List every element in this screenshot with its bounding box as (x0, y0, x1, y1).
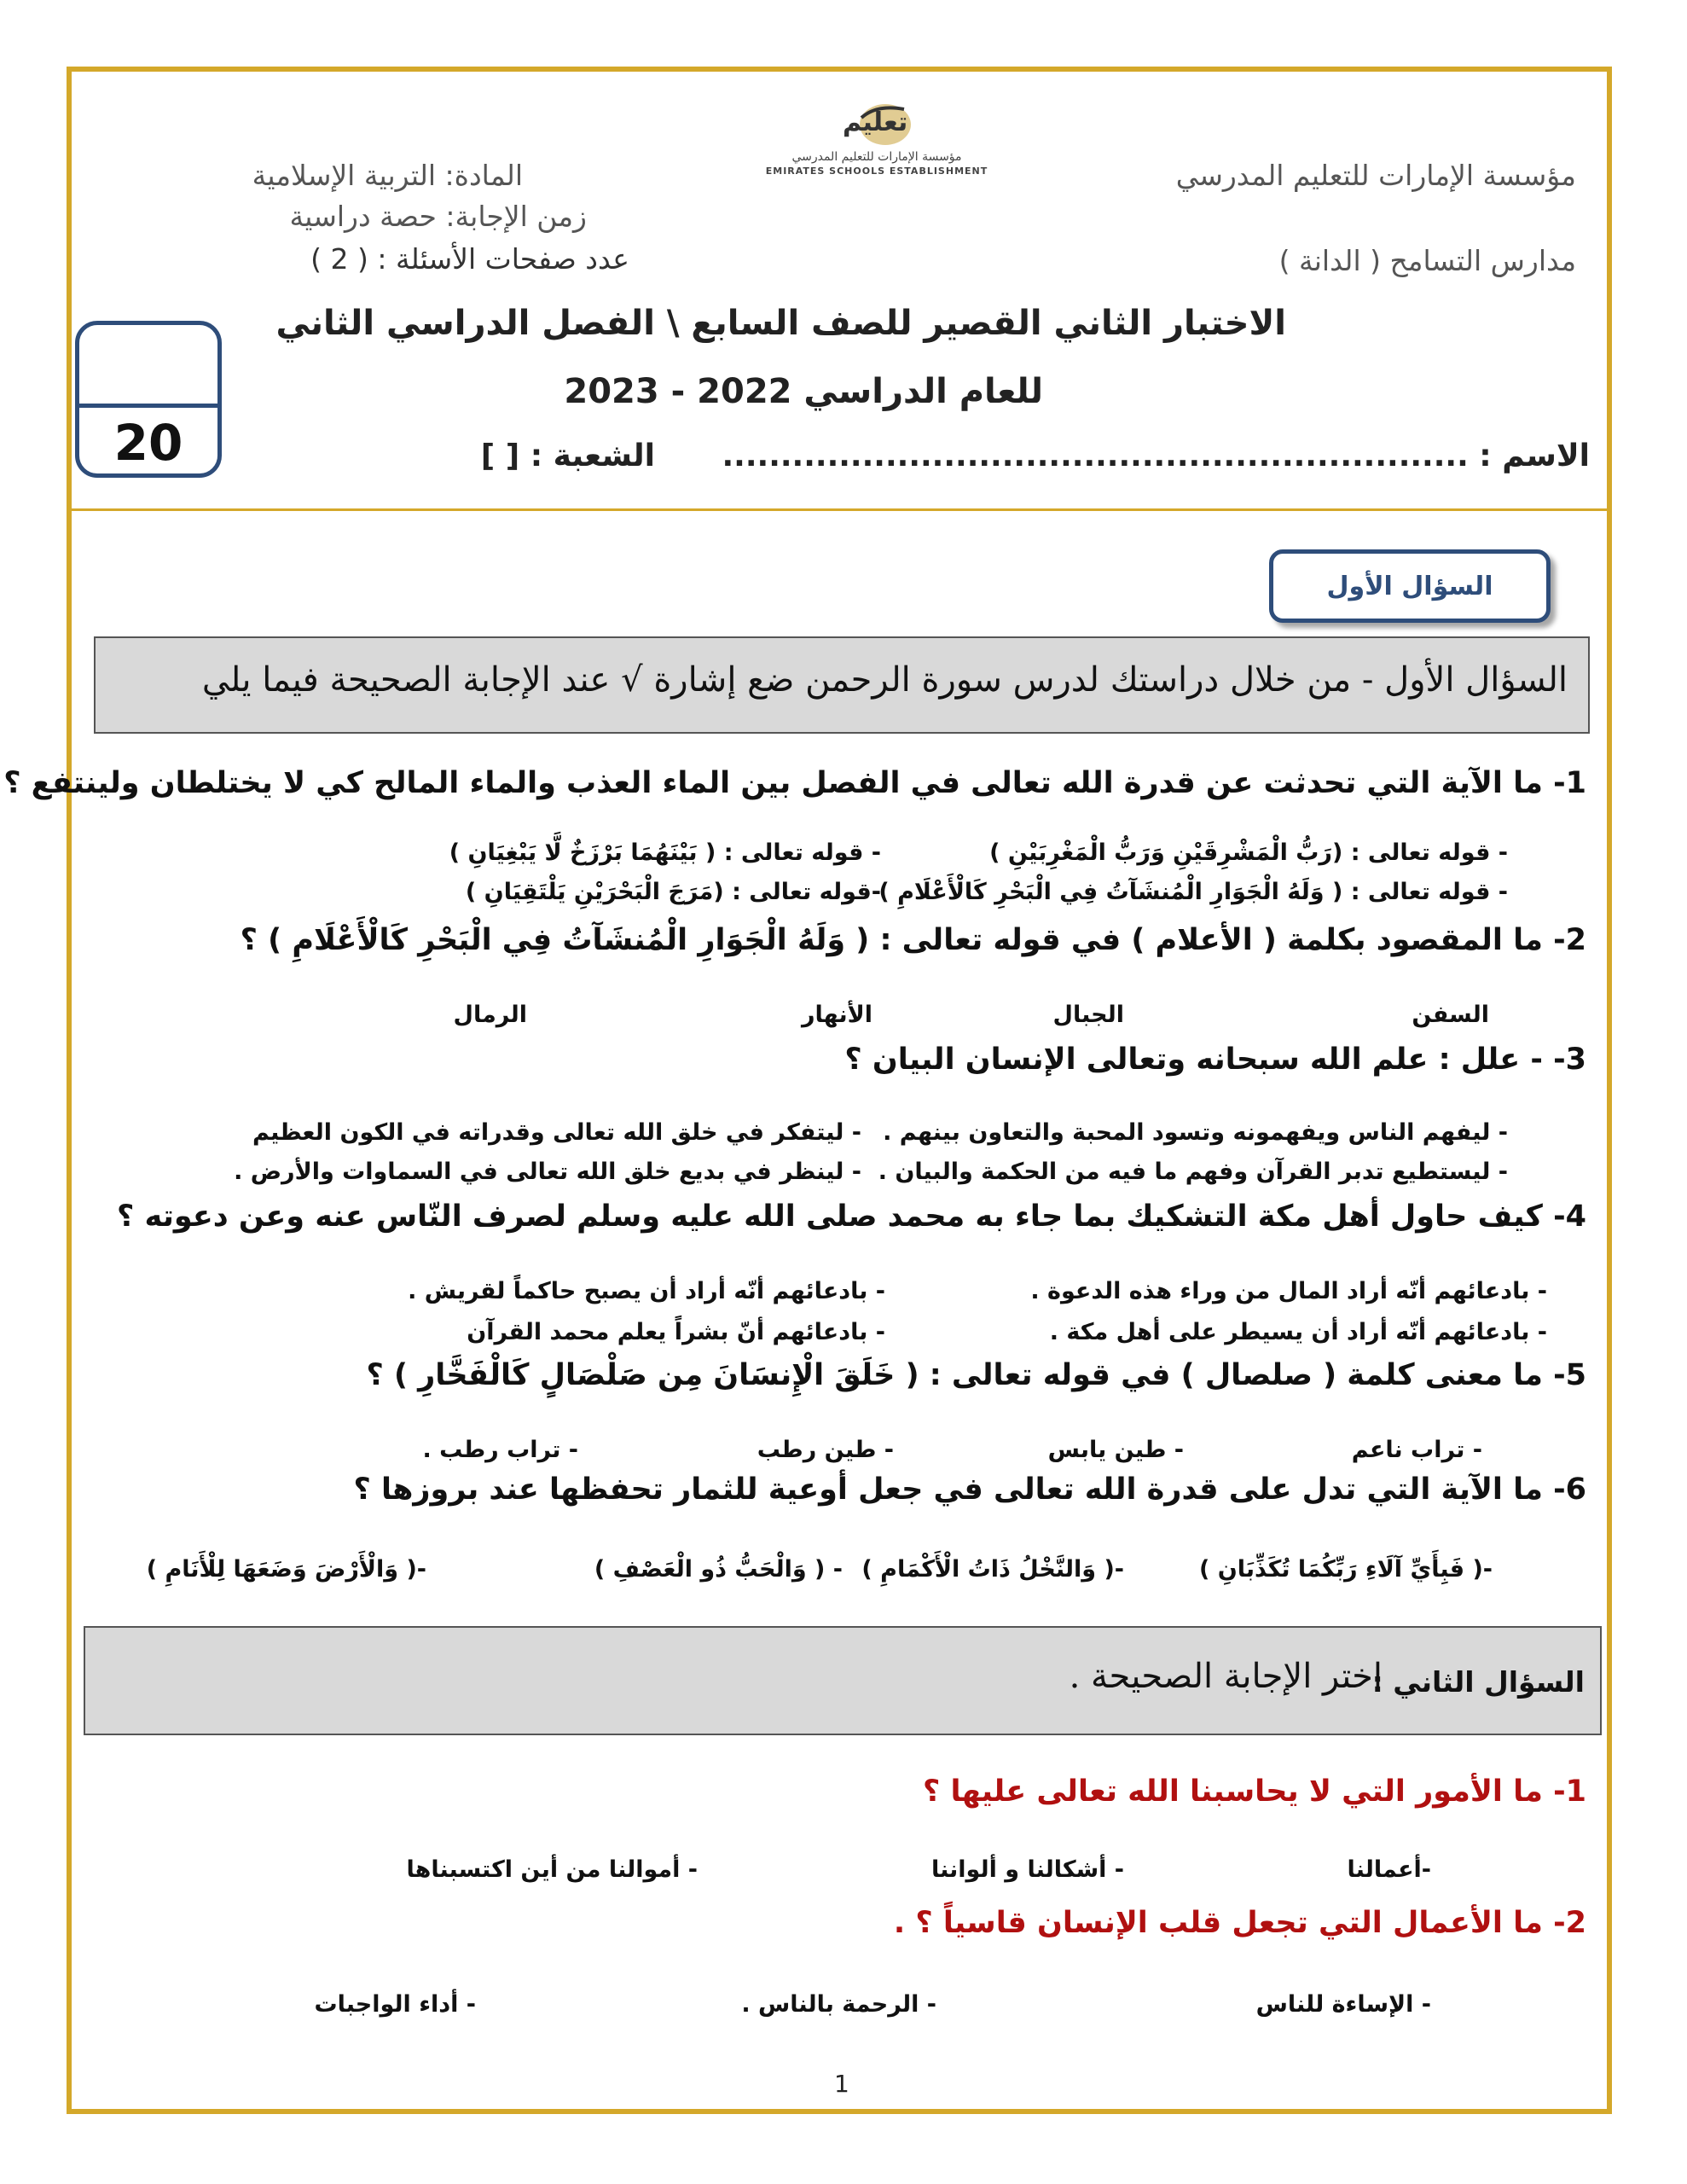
academic-year: للعام الدراسي 2022 - 2023 (564, 372, 1043, 411)
school-name: مدارس التسامح ( الدانة ) (1278, 244, 1576, 277)
q2-item1-option-b[interactable]: - أشكالنا و ألواننا (930, 1856, 1124, 1883)
q2-label: السؤال الثاني : (1371, 1665, 1585, 1699)
q1-item2-question: 2- ما المقصود بكلمة ( الأعلام ) في قوله تعالى : ( وَلَهُ الْجَوَارِ الْمُنشَآتُ فِي الْبَحْرِ كَالْأَعْلَامِ ) ؟ (240, 923, 1586, 957)
pages-count-label: عدد صفحات الأسئلة : ( 2 ) (310, 242, 629, 276)
page-number: 1 (834, 2070, 849, 2098)
name-field[interactable]: الاسم : ................................................................ (722, 439, 1590, 473)
q2-item2-option-a[interactable]: - الإساءة للناس (1255, 1991, 1431, 2018)
section-field[interactable]: الشعبة : [ ] (480, 439, 655, 473)
q1-item5-question: 5- ما معنى كلمة ( صلصال ) في قوله تعالى : ( خَلَقَ الْإِنسَانَ مِن صَلْصَالٍ كَالْفَخَّارِ ) ؟ (366, 1358, 1586, 1392)
q1-item6-option-d[interactable]: -( وَالْأَرْضَ وَضَعَهَا لِلْأَنَامِ ) (146, 1556, 426, 1583)
header-divider (72, 508, 1607, 511)
score-divider (79, 404, 217, 408)
q1-item3-option-a[interactable]: - ليفهم الناس ويفهمونه وتسود المحبة والتعاون بينهم . (883, 1119, 1508, 1146)
q1-item3-question: 3- - علل : علم الله سبحانه وتعالى الإنسان البيان ؟ (844, 1043, 1586, 1077)
q2-item2-question: 2- ما الأعمال التي تجعل قلب الإنسان قاسياً ؟ . (893, 1906, 1586, 1940)
logo-subtitle-ar: مؤسسة الإمارات للتعليم المدرسي (791, 150, 962, 164)
q1-item4-option-b[interactable]: - بادعائهم أنّه أراد أن يصبح حاكماً لقريش . (408, 1278, 885, 1304)
answer-time-label: زمن الإجابة: حصة دراسية (289, 200, 587, 233)
q1-item2-option-a[interactable]: السفن (1412, 1002, 1489, 1028)
q1-item2-option-b[interactable]: الجبال (1052, 1002, 1124, 1028)
q2-item1-question: 1- ما الأمور التي لا يحاسبنا الله تعالى عليها ؟ (922, 1774, 1586, 1809)
exam-title: الاختبار الثاني القصير للصف السابع \ الفصل الدراسي الثاني (275, 304, 1286, 343)
q1-item2-option-c[interactable]: الأنهار (801, 1002, 872, 1028)
q1-item1-option-c[interactable]: - قوله تعالى : ( وَلَهُ الْجَوَارِ الْمُنشَآتُ فِي الْبَحْرِ كَالْأَعْلَامِ ) (878, 879, 1508, 905)
q1-item5-option-c[interactable]: - طين رطب (757, 1437, 894, 1463)
q1-item1-option-d[interactable]: -قوله تعالى : (مَرَجَ الْبَحْرَيْنِ يَلْتَقِيَانِ ) (465, 879, 881, 905)
q1-item4-option-a[interactable]: - بادعائهم أنّه أراد المال من وراء هذه الدعوة . (1030, 1278, 1547, 1304)
q1-item6-option-a[interactable]: -( فَبِأَيِّ آلَاءِ رَبِّكُمَا تُكَذِّبَانِ ) (1198, 1556, 1493, 1583)
q1-item1-option-b[interactable]: - قوله تعالى : ( بَيْنَهُمَا بَرْزَخٌ لَّا يَبْغِيَانِ ) (449, 839, 881, 866)
q1-instruction: السؤال الأول - من خلال دراستك لدرس سورة الرحمن ضع إشارة √ عند الإجابة الصحيحة فيما يلي (201, 660, 1568, 700)
question-one-tab: السؤال الأول (1269, 549, 1551, 623)
organization-name: مؤسسة الإمارات للتعليم المدرسي (1175, 159, 1576, 192)
q1-item5-option-d[interactable]: - تراب رطب . (422, 1437, 578, 1463)
q1-item2-option-d[interactable]: الرمال (453, 1002, 527, 1028)
score-box (75, 321, 222, 478)
q1-item1-question: 1- ما الآية التي تحدثت عن قدرة الله تعالى في الفصل بين الماء العذب والماء المالح كي لا يختلطان ولينتفع ؟ (3, 766, 1586, 800)
q1-item3-option-c[interactable]: - ليستطيع تدبر القرآن وفهم ما فيه من الحكمة والبيان . (878, 1159, 1508, 1185)
q2-item1-option-a[interactable]: -أعمالنا (1347, 1856, 1431, 1883)
q1-item4-option-d[interactable]: - بادعائهم أنّ بشراً يعلم محمد القرآن (467, 1319, 885, 1345)
q1-item3-option-d[interactable]: - لينظر في بديع خلق الله تعالى في السماوات والأرض . (234, 1159, 861, 1185)
logo-subtitle-en: EMIRATES SCHOOLS ESTABLISHMENT (765, 166, 988, 177)
subject-label: المادة: التربية الإسلامية (252, 159, 523, 192)
q1-item5-option-a[interactable]: - تراب ناعم (1351, 1437, 1482, 1463)
q1-item5-option-b[interactable]: - طين يابس (1047, 1437, 1184, 1463)
q1-item6-option-c[interactable]: - ( وَالْحَبُّ ذُو الْعَصْفِ ) (594, 1556, 843, 1583)
q2-instruction-band (84, 1626, 1602, 1735)
q2-instruction: اختر الإجابة الصحيحة . (1069, 1657, 1383, 1696)
q1-item6-option-b[interactable]: -( وَالنَّخْلُ ذَاتُ الْأَكْمَامِ ) (861, 1556, 1124, 1583)
q2-item1-option-c[interactable]: - أموالنا من أين اكتسبناها (406, 1856, 698, 1883)
total-score: 20 (113, 414, 183, 472)
q1-item1-option-a[interactable]: - قوله تعالى : (رَبُّ الْمَشْرِقَيْنِ وَرَبُّ الْمَغْرِبَيْنِ ) (989, 839, 1508, 866)
logo-text: تعليم (843, 107, 908, 137)
q1-item6-question: 6- ما الآية التي تدل على قدرة الله تعالى في جعل أوعية للثمار تحفظها عند بروزها ؟ (353, 1472, 1586, 1507)
logo (749, 101, 1005, 186)
q1-item4-question: 4- كيف حاول أهل مكة التشكيك بما جاء به محمد صلى الله عليه وسلم لصرف النّاس عنه وعن دعوته ؟ (117, 1199, 1586, 1234)
q1-item3-option-b[interactable]: - ليتفكر في خلق الله تعالى وقدراته في الكون العظيم (252, 1119, 861, 1146)
q2-item2-option-c[interactable]: - أداء الواجبات (314, 1991, 476, 2018)
q1-item4-option-c[interactable]: - بادعائهم أنّه أراد أن يسيطر على أهل مكة . (1049, 1319, 1547, 1345)
q1-instruction-band (94, 636, 1590, 734)
q2-item2-option-b[interactable]: - الرحمة بالناس . (741, 1991, 936, 2018)
